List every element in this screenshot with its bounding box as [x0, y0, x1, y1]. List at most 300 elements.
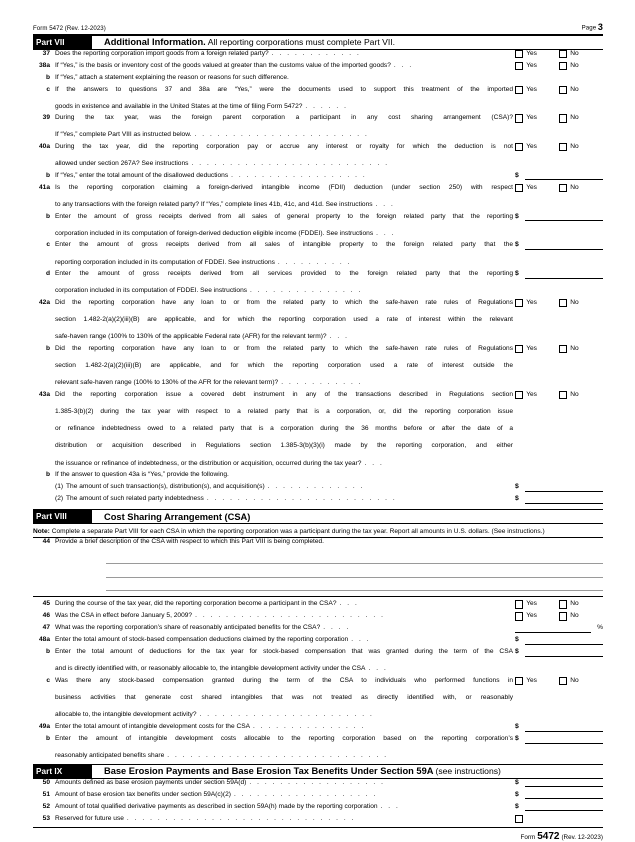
leader-dots: . . . . . . . . . . [277, 258, 352, 266]
part-viii-title-bold: Cost Sharing Arrangement (CSA) [104, 511, 251, 522]
entry-line[interactable] [515, 624, 591, 633]
entry-line[interactable] [525, 791, 603, 800]
no-checkbox[interactable] [559, 345, 567, 353]
line-text-row [55, 624, 513, 633]
part-ix-title-bold: Base Erosion Payments and Base Erosion Tax Benefits Under Section 59A [104, 766, 434, 777]
yes-no-column [515, 391, 603, 400]
line-number: b [45, 471, 50, 479]
line-text [55, 345, 515, 388]
line-text [55, 791, 515, 800]
line-number: 49a [38, 723, 50, 730]
no-checkbox[interactable] [559, 86, 567, 94]
amount-entry-field[interactable] [515, 723, 603, 732]
line-text-row [55, 143, 513, 160]
line-text-span: During the course of the tax year, did the reporting corporation become a participant in the CSA? [55, 600, 337, 608]
line-number: 45 [42, 600, 50, 608]
line-text-row [55, 791, 513, 800]
entry-line[interactable] [525, 735, 603, 744]
single-checkbox-group [515, 815, 603, 823]
entry-column [515, 172, 603, 181]
line-text-span: Enter the total amount of deductions for the tax year for stock-based compensation that was granted during the term of the CSA [55, 648, 513, 656]
entry-column [515, 723, 603, 732]
amount-entry-field[interactable] [515, 648, 603, 657]
leader-dots: . . . . . . . . . . . . . . . . . . . [233, 790, 378, 798]
no-option[interactable] [559, 612, 603, 621]
part-ix-title-rest: (see instructions) [435, 766, 501, 777]
dollar-sign: $ [515, 648, 519, 656]
yes-option[interactable] [515, 391, 559, 400]
leader-dots: . . . . . . . . . . . . [271, 49, 361, 57]
percent-entry-field[interactable] [515, 624, 603, 633]
amount-entry-field[interactable] [515, 270, 603, 279]
line-text [55, 241, 515, 267]
entry-line[interactable] [525, 213, 603, 222]
amount-entry-field[interactable] [515, 779, 603, 788]
line-number: 46 [42, 612, 50, 620]
yes-no-group [515, 62, 603, 71]
yes-option[interactable] [515, 299, 559, 308]
line-text-row [55, 259, 513, 268]
leader-dots: . . . . . . . . . . . . . . . . . . [231, 171, 367, 179]
line-text-span: the issuance or refinance of indebtedness, or the distribution or acquisition, occurred during the tax year? [55, 459, 362, 467]
no-option[interactable] [559, 184, 603, 193]
no-option[interactable] [559, 600, 603, 609]
yes-label: Yes [526, 85, 537, 93]
form-line-item [33, 538, 603, 547]
no-option[interactable] [559, 391, 603, 400]
form-line-item [33, 86, 603, 112]
line-text-span: Enter the amount of intangible development costs allocable to the reporting corporation based on the reporting corporation’s [55, 735, 513, 742]
line-text-span: Enter the amount of gross receipts derived from all sales of general property to the foreign related party that the reporting [55, 212, 513, 220]
leader-dots: . . . . . . . . . . . . . . . . . . . . . . . . . . . . . . [126, 814, 356, 822]
line-number: d [45, 270, 50, 278]
yes-no-column [515, 86, 603, 95]
part-viii-tag: Part VIII [33, 510, 92, 523]
form-line-item [33, 114, 603, 140]
line-text-row [55, 677, 513, 694]
yes-label: Yes [526, 61, 537, 69]
line-text-row [55, 299, 513, 316]
line-number: b [45, 73, 50, 81]
line-text-span: reporting corporation included in its computation of FDDEI. See instructions [55, 258, 275, 266]
line-text-row [55, 184, 513, 201]
no-checkbox[interactable] [559, 114, 567, 122]
list-marker: (1) [55, 483, 64, 491]
form-line-item [33, 50, 603, 59]
no-label: No [570, 143, 579, 151]
yes-option[interactable] [515, 677, 559, 686]
line-text-span: Does the reporting corporation import goods from a foreign related party? [55, 49, 269, 57]
leader-dots: . . . [376, 229, 396, 237]
no-option[interactable] [559, 345, 603, 354]
line-text-span: If “Yes,” enter the total amount of the disallowed deductions [55, 171, 229, 179]
line-number: 48a [38, 636, 50, 644]
yes-option[interactable] [515, 62, 559, 71]
line-number: 40a [38, 143, 50, 151]
yes-no-group [515, 391, 603, 400]
yes-label: Yes [526, 344, 537, 352]
line-text-span: Enter the amount of gross receipts derived from all services provided to the foreign related party that the reporting [55, 270, 513, 278]
yes-label: Yes [526, 600, 537, 608]
entry-line[interactable] [525, 636, 603, 645]
no-label: No [570, 390, 579, 398]
yes-label: Yes [526, 677, 537, 685]
no-option[interactable] [559, 62, 603, 71]
part-ix-tag: Part IX [33, 765, 92, 778]
line-text-span: If “Yes,” attach a statement explaining the reason or reasons for such difference. [55, 73, 289, 81]
line-text-span: If the answers to questions 37 and 38a are “Yes,” were the documents used to support this treatment of the imported [55, 85, 513, 93]
form-line-item [33, 270, 603, 296]
line-number: 44 [42, 537, 50, 545]
amount-entry-field[interactable] [515, 213, 603, 222]
part-vii-header [33, 35, 603, 50]
no-checkbox[interactable] [559, 184, 567, 192]
no-option[interactable] [559, 143, 603, 152]
part-viii-title [92, 510, 250, 523]
line-number: 42a [38, 298, 50, 306]
yes-no-column [515, 114, 603, 123]
amount-entry-field[interactable] [515, 636, 603, 645]
yes-no-group [515, 50, 603, 59]
line-text-span: During the tax year, was the foreign parent corporation a participant in any cost sharing arrangement (CSA)? [55, 114, 513, 122]
line-number: 41a [38, 183, 50, 191]
leader-dots: . . . . . . . . . . . . . . . . . . . . . . . . . [195, 612, 385, 620]
part-vii-tag: Part VII [33, 36, 92, 49]
yes-checkbox[interactable] [515, 391, 523, 399]
line-text [55, 803, 515, 812]
entry-column [515, 483, 603, 492]
part-viii-note [33, 524, 603, 537]
part-vii-title [92, 36, 395, 49]
form-line-item [33, 648, 603, 674]
line-number: b [45, 171, 50, 179]
part-vii-title-bold: Additional Information. [104, 37, 206, 47]
form-line-item [33, 471, 603, 480]
line-text [55, 74, 515, 83]
form-line-item [33, 779, 603, 788]
part-vii-items [33, 50, 603, 508]
form-line-item [33, 495, 603, 504]
form-line-item [33, 791, 603, 800]
yes-checkbox[interactable] [515, 677, 523, 685]
leader-dots: . . . . . . . . . . . . . . . [250, 287, 363, 295]
line-number: 37 [42, 49, 50, 57]
entry-line[interactable] [525, 495, 603, 504]
entry-column [515, 241, 603, 250]
entry-line[interactable] [525, 723, 603, 732]
part-ix-items [33, 779, 603, 827]
line-text-row [55, 86, 513, 103]
no-checkbox[interactable] [559, 143, 567, 151]
line-number: 53 [42, 814, 50, 822]
line-text [55, 815, 515, 824]
no-label: No [570, 344, 579, 352]
line-text [55, 270, 515, 296]
no-label: No [570, 298, 579, 306]
yes-option[interactable] [515, 114, 559, 123]
line-text-span: Provide a brief description of the CSA with respect to which this Part VIII is being completed. [55, 537, 325, 545]
entry-column [515, 624, 603, 633]
line-text-row [55, 316, 513, 333]
line-text-row [55, 752, 513, 761]
no-option[interactable] [559, 50, 603, 59]
yes-no-group [515, 345, 603, 354]
line-number: 47 [42, 624, 50, 632]
yes-label: Yes [526, 114, 537, 122]
no-checkbox[interactable] [559, 50, 567, 58]
line-text-span: relevant safe-haven range (100% to 130% of the AFR for the relevant term)? [55, 379, 279, 387]
amount-entry-field[interactable] [515, 803, 603, 812]
dollar-sign: $ [515, 778, 519, 786]
line-text-row [55, 648, 513, 665]
yes-checkbox[interactable] [515, 184, 523, 192]
line-text [55, 600, 515, 609]
dollar-sign: $ [515, 802, 519, 810]
form-line-item [33, 612, 603, 621]
no-label: No [570, 677, 579, 685]
form-line-item [33, 62, 603, 71]
line-text-row [55, 495, 513, 504]
no-checkbox[interactable] [559, 299, 567, 307]
no-checkbox[interactable] [559, 62, 567, 70]
form-line-item [33, 241, 603, 267]
form-line-item [33, 345, 603, 388]
dollar-sign: $ [515, 790, 519, 798]
leader-dots: . . . [393, 61, 414, 69]
leader-dots: . . . . . . . . . . . . . [267, 483, 365, 491]
form-line-item [33, 299, 603, 342]
part-viii-header [33, 509, 603, 524]
line-text-row [55, 723, 513, 732]
line-number: c [46, 677, 50, 685]
line-text-row [55, 694, 513, 711]
line-text-row [55, 735, 513, 752]
amount-entry-field[interactable] [515, 495, 603, 504]
yes-checkbox[interactable] [515, 50, 523, 58]
line-text [55, 495, 515, 504]
part-ix-title [92, 765, 501, 778]
line-text [55, 471, 515, 480]
line-text-row [55, 442, 513, 459]
form-line-item [33, 172, 603, 181]
leader-dots: . . . . . . . . . . . . . . . . . . . . . . . [194, 131, 369, 139]
line-text [55, 624, 515, 633]
line-text-span: Was there any stock-based compensation granted during the term of the CSA to individuals who performed functions in [55, 677, 513, 685]
line-text-span: Was the CSA in effect before January 5, 2009? [55, 612, 193, 620]
yes-option[interactable] [515, 143, 559, 152]
line-number: b [45, 648, 50, 656]
line-number: 52 [42, 802, 50, 810]
line-text-span: business activities that generate cost shared intangibles that was not treated as directly identified with, or reasonably [55, 694, 513, 702]
line-text-row [55, 779, 513, 788]
no-label: No [570, 612, 579, 620]
yes-checkbox[interactable] [515, 86, 523, 94]
percent-sign: % [597, 624, 603, 632]
yes-checkbox[interactable] [515, 62, 523, 70]
leader-dots: . . . . . . . . . . . . . . . . . . . . . . . . . . [191, 160, 390, 168]
line-number: 38a [38, 61, 50, 69]
leader-dots: . . . . . . . . . . . . . . . [253, 723, 366, 730]
footer-form-number: 5472 [537, 830, 560, 842]
line-text-span: If “Yes,” is the basis or inventory cost of the goods valued at greater than the customs value of the imported goods? [55, 61, 391, 69]
yes-option[interactable] [515, 184, 559, 193]
yes-label: Yes [526, 612, 537, 620]
yes-option[interactable] [515, 86, 559, 95]
line-text [55, 62, 515, 71]
yes-checkbox[interactable] [515, 612, 523, 620]
description-write-in-line[interactable] [106, 564, 603, 578]
amount-entry-field[interactable] [515, 791, 603, 800]
line-text-span: Enter the total amount of stock-based compensation deductions claimed by the reporting corporation [55, 636, 349, 644]
footer-form-word: Form [520, 833, 536, 841]
amount-entry-field[interactable] [515, 241, 603, 250]
line-text [55, 50, 515, 59]
no-checkbox[interactable] [559, 612, 567, 620]
no-option[interactable] [559, 677, 603, 686]
line-text-row [55, 50, 513, 59]
leader-dots: . . . . . . [305, 102, 349, 110]
line-number: b [45, 344, 50, 352]
line-text-span: If the answer to question 43a is “Yes,” provide the following. [55, 471, 229, 479]
line-text [55, 391, 515, 468]
line-text-span: The amount of such transaction(s), distribution(s), and acquisition(s) [66, 483, 265, 491]
yes-option[interactable] [515, 345, 559, 354]
form-reference: Form 5472 (Rev. 12-2023) [33, 25, 106, 32]
row-gap [33, 504, 603, 507]
line-text [55, 114, 515, 140]
entry-column [515, 495, 603, 504]
no-label: No [570, 85, 579, 93]
entry-line[interactable] [525, 483, 603, 492]
form-line-item [33, 803, 603, 812]
entry-column [515, 791, 603, 800]
yes-no-group [515, 184, 603, 193]
no-label: No [570, 49, 579, 57]
leader-dots: . . . [339, 600, 359, 608]
line-text-row [55, 636, 513, 645]
entry-line[interactable] [525, 779, 603, 788]
line-text-row [55, 425, 513, 442]
yes-no-group [515, 600, 603, 609]
yes-option[interactable] [515, 612, 559, 621]
form-line-item [33, 184, 603, 210]
yes-label: Yes [526, 183, 537, 191]
line-text-span: section 1.482-2(a)(2)(iii)(B) are applicable, and for which the reporting corporation used a rate of interest outside the [55, 362, 513, 370]
yes-no-column [515, 345, 603, 354]
line-text [55, 779, 515, 788]
dollar-sign: $ [515, 495, 519, 503]
line-text-span: corporation included in its computation of foreign-derived deduction eligible income (FDDEI). See instructions [55, 229, 374, 237]
no-option[interactable] [559, 86, 603, 95]
no-option[interactable] [559, 114, 603, 123]
leader-dots: . . . [329, 333, 349, 341]
no-checkbox[interactable] [559, 391, 567, 399]
line-number: 39 [42, 114, 50, 122]
line-text-span: distribution or acquisition described in Regulations section 1.385-3(b)(3)(i) made by the reporting corporation, and either [55, 442, 513, 450]
list-marker: (2) [55, 495, 64, 503]
line-text-row [55, 408, 513, 425]
line-number: b [45, 212, 50, 220]
form-line-item [33, 735, 603, 761]
line-text-row [55, 612, 513, 621]
line-text-row [55, 471, 513, 480]
line-text [55, 143, 515, 169]
dollar-sign: $ [515, 212, 519, 220]
description-write-in-line[interactable] [106, 551, 603, 565]
line-text-row [55, 362, 513, 379]
line-text-span: Did the reporting corporation have any loan to or from the related party to which the safe-haven rate rules of Regulations [55, 298, 513, 306]
amount-entry-field[interactable] [515, 483, 603, 492]
yes-option[interactable] [515, 600, 559, 609]
form-line-item [33, 600, 603, 609]
entry-line[interactable] [525, 648, 603, 657]
line-text [55, 636, 515, 645]
line-text-row [55, 538, 513, 547]
no-label: No [570, 61, 579, 69]
line-text-row [55, 103, 513, 112]
line-text-row [55, 74, 513, 83]
line-text-row [55, 131, 513, 140]
entry-line[interactable] [525, 172, 603, 181]
leader-dots: . . . . . . . . . . . [281, 379, 363, 387]
entry-line[interactable] [525, 803, 603, 812]
description-write-in-line[interactable] [106, 578, 603, 592]
part-ix-header [33, 764, 603, 779]
line-text-span: Did the reporting corporation issue a covered debt instrument in any of the transactions described in Regulations section [55, 390, 513, 398]
no-checkbox[interactable] [559, 677, 567, 685]
line-text [55, 677, 515, 720]
leader-dots: . . . [364, 459, 384, 467]
yes-option[interactable] [515, 50, 559, 59]
line-text-span: allowed under section 267A? See instructions [55, 160, 189, 168]
yes-checkbox[interactable] [515, 143, 523, 151]
yes-no-column [515, 143, 603, 152]
amount-entry-field[interactable] [515, 735, 603, 744]
yes-checkbox[interactable] [515, 114, 523, 122]
dollar-sign: $ [515, 636, 519, 644]
line-text-span: Amounts defined as base erosion payments under section 59A(d) [55, 778, 247, 786]
page-header [33, 22, 603, 34]
yes-label: Yes [526, 143, 537, 151]
yes-checkbox[interactable] [515, 345, 523, 353]
line-text-span: and is directly identified with, or reasonably allocable to, the intangible development activity under the CSA [55, 665, 366, 673]
yes-label: Yes [526, 49, 537, 57]
yes-checkbox[interactable] [515, 299, 523, 307]
part-viii-items [33, 538, 603, 764]
no-option[interactable] [559, 299, 603, 308]
entry-line[interactable] [525, 242, 603, 251]
yes-label: Yes [526, 390, 537, 398]
form-line-item [33, 815, 603, 824]
line-text-span: What was the reporting corporation’s share of reasonably anticipated benefits for the CSA? [55, 624, 321, 632]
note-text: Complete a separate Part VIII for each CSA in which the reporting corporation was a participant during the tax year. Report all amounts in U.S. dollars. (See instructions.) [49, 527, 545, 535]
line-number: c [46, 241, 50, 249]
line-text-span: Enter the amount of gross receipts derived from all sales of intangible property to the foreign related party that the [55, 241, 513, 249]
line-text-span: During the tax year, did the reporting corporation pay or accrue any interest or royalty for which the deduction is not [55, 143, 513, 151]
note-label: Note: [33, 527, 50, 535]
amount-entry-field[interactable] [515, 172, 603, 181]
line-text-span: section 1.482-2(a)(2)(iii)(B) are applicable, and for which the reporting corporation used a rate of interest within the relevant [55, 316, 513, 324]
entry-column [515, 636, 603, 645]
line-text-span: to any transactions with the foreign related party? If “Yes,” complete lines 41b, 41c, and 41d. See instructions [55, 201, 373, 209]
line-number: c [46, 85, 50, 93]
yes-checkbox[interactable] [515, 600, 523, 608]
line-text-row [55, 241, 513, 258]
line-text-row [55, 345, 513, 362]
reserved-checkbox[interactable] [515, 815, 523, 823]
no-checkbox[interactable] [559, 600, 567, 608]
entry-line[interactable] [525, 270, 603, 279]
